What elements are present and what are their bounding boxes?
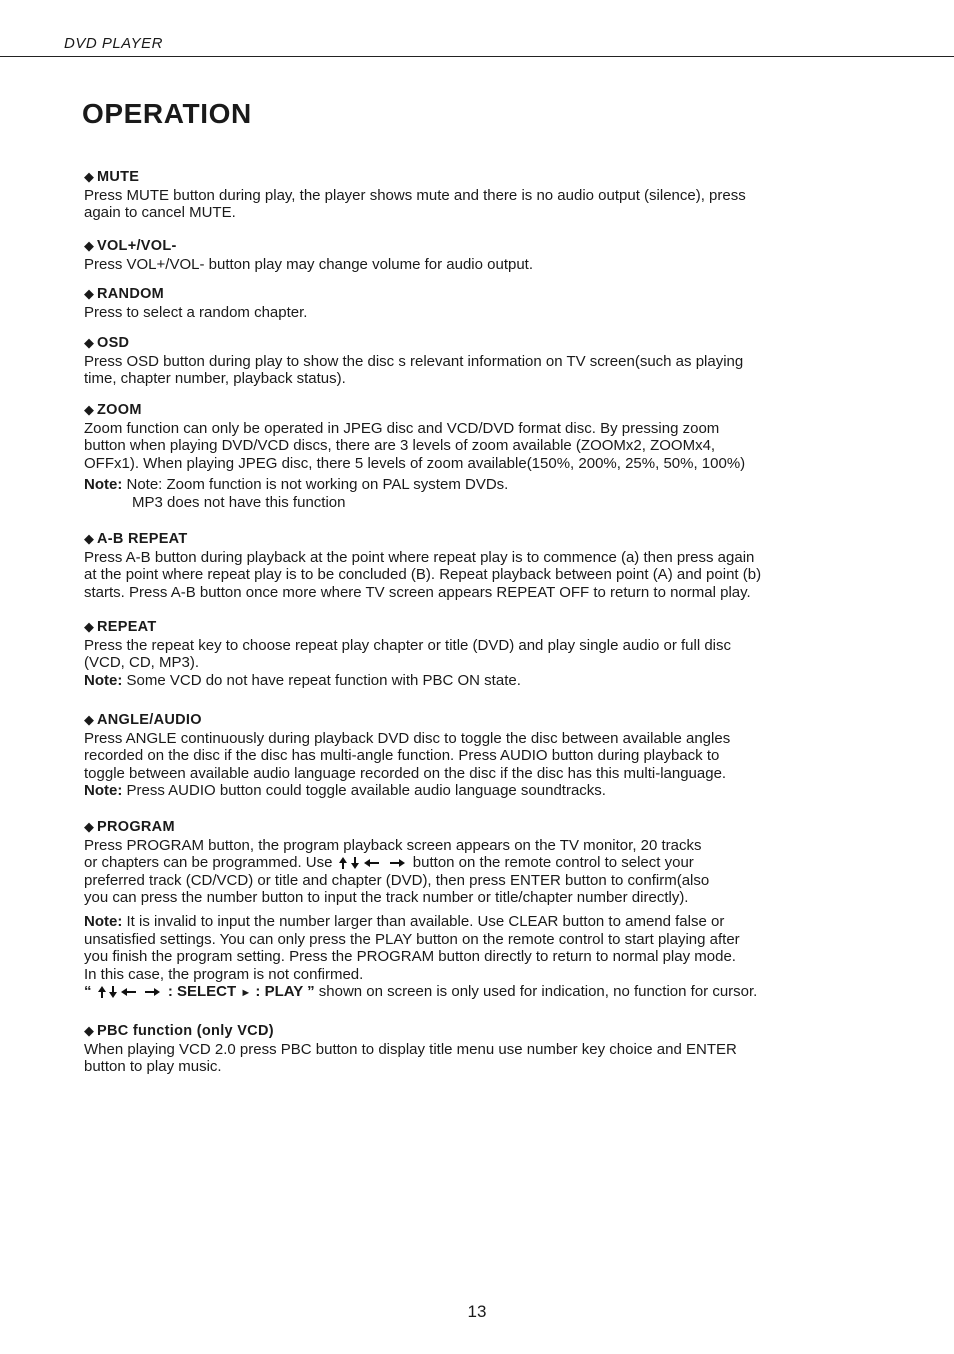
body-line: Press OSD button during play to show the disc s relevant information on TV screen(such as playing [84,352,744,370]
diamond-bullet-icon: ◆ [84,402,94,417]
body-line: recorded on the disc if the disc has multi-angle function. Press AUDIO button during playback to [84,747,720,765]
header-rule [0,56,954,57]
section-program [84,818,854,1003]
diamond-bullet-icon: ◆ [84,619,94,634]
body-line: starts. Press A-B button once more where TV screen appears REPEAT OFF to return to normal play. [84,583,751,601]
body-line: at the point where repeat play is to be concluded (B). Repeat playback between point (A) and point (b) [84,566,762,584]
select-indicator: : SELECT [167,983,241,1001]
body-line: again to cancel MUTE. [84,204,236,222]
body-line: button to play music. [84,1058,222,1076]
diamond-bullet-icon: ◆ [84,1023,94,1038]
note-label: Note: [84,782,123,800]
quote-open: “ [84,983,92,1001]
section-ab-repeat [84,530,854,601]
note-text: Press AUDIO button could toggle available audio language soundtracks. [126,782,606,800]
body-line: Press PROGRAM button, the program playback screen appears on the TV monitor, 20 tracks [84,836,702,854]
body-line-part: button on the remote control to select your [412,854,694,872]
diamond-bullet-icon: ◆ [84,819,94,834]
body-line: When playing VCD 2.0 press PBC button to display title menu use number key choice and ENTER [84,1040,737,1058]
section-heading: PBC function (only VCD) [97,1023,274,1039]
section-heading: A-B REPEAT [97,531,188,547]
note-text: Some VCD do not have repeat function with PBC ON state. [126,671,521,689]
section-vol [84,237,854,273]
diamond-bullet-icon: ◆ [84,169,94,184]
section-osd [84,334,854,388]
body-line: Press to select a random chapter. [84,303,308,321]
body-line: Press ANGLE continuously during playback DVD disc to toggle the disc between available angles [84,729,731,747]
section-heading: MUTE [97,169,140,185]
play-indicator: : PLAY ” [255,983,315,1001]
diamond-bullet-icon: ◆ [84,286,94,301]
body-line: Press the repeat key to choose repeat play chapter or title (DVD) and play single audio or full disc [84,636,732,654]
section-heading: REPEAT [97,619,157,635]
note-text: It is invalid to input the number larger than available. Use CLEAR button to amend false or [122,912,725,930]
section-repeat [84,618,854,689]
body-line: Press VOL+/VOL- button play may change volume for audio output. [84,255,534,273]
running-header: DVD PLAYER [64,35,163,52]
page-title: OPERATION [82,98,252,129]
section-heading: VOL+/VOL- [97,238,177,254]
note-text: Note: Zoom function is not working on PAL system DVDs. [126,476,509,494]
section-heading: PROGRAM [97,819,175,835]
note-text: unsatisfied settings. You can only press the PLAY button on the remote control to start playing after [84,930,740,948]
body-line: button when playing DVD/VCD discs, there are 3 levels of zoom available (ZOOMx2, ZOOMx4, [84,437,716,455]
note-text: In this case, the program is not confirmed. [84,965,364,983]
body-line: you can press the number button to input the track number or title/chapter number directly). [84,889,689,907]
note-text: you finish the program setting. Press the PROGRAM button directly to return to normal play mode. [84,948,736,966]
diamond-bullet-icon: ◆ [84,238,94,253]
diamond-bullet-icon: ◆ [84,335,94,350]
diamond-bullet-icon: ◆ [84,531,94,546]
body-line: Zoom function can only be operated in JPEG disc and VCD/DVD format disc. By pressing zoom [84,419,720,437]
note-label: Note: [84,671,123,689]
body-line: preferred track (CD/VCD) or title and chapter (DVD), then press ENTER button to confirm(also [84,871,710,889]
note-label: Note: [84,912,123,930]
body-line: OFFx1). When playing JPEG disc, there 5 levels of zoom available(150%, 200%, 25%, 50%, 100%) [84,454,746,472]
section-heading: OSD [97,335,130,351]
note-label: Note: [84,476,123,494]
direction-arrows-icon [98,985,162,999]
body-line-part: or chapters can be programmed. Use [84,854,333,872]
body-line: Press MUTE button during play, the player shows mute and there is no audio output (silence), press [84,186,746,204]
section-heading: ZOOM [97,402,142,418]
indicator-note: shown on screen is only used for indication, no function for cursor. [314,983,758,1001]
section-heading: RANDOM [97,286,165,302]
play-icon: ► [240,987,252,1000]
page-number: 13 [467,1302,487,1321]
section-mute [84,168,854,222]
body-line: Press A-B button during playback at the point where repeat play is to commence (a) then press again [84,548,755,566]
note-text: MP3 does not have this function [132,493,346,511]
diamond-bullet-icon: ◆ [84,712,94,727]
section-pbc [84,1022,854,1076]
body-line: (VCD, CD, MP3). [84,654,200,672]
body-line: toggle between available audio language recorded on the disc if the disc has this multi-language. [84,764,727,782]
direction-arrows-icon [339,856,407,870]
section-zoom [84,401,854,512]
body-line: time, chapter number, playback status). [84,370,346,388]
section-random [84,285,854,321]
section-heading: ANGLE/AUDIO [97,712,202,728]
section-angle-audio [84,711,854,800]
